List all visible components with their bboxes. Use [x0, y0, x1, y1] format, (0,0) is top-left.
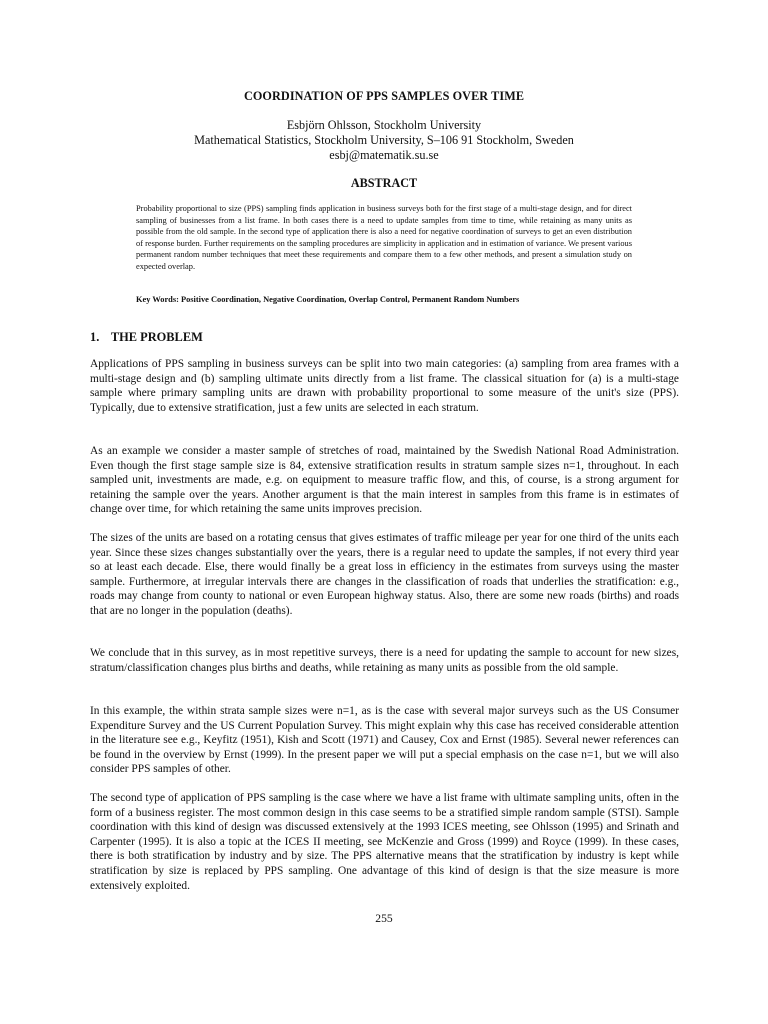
abstract-text: Probability proportional to size (PPS) sampling finds application in business surveys both for the first stage of a multi-stage design, and for direct sampling of businesses from a list frame. In both cases there is a need to update samples from time to time, while retaining as many units as possible from the old sample. In the second type of application there is also a need for negative coordination of surveys to get an even distribution of response burden. Further requirements on the sampling procedures are simplicity in application and in estimation of variance. We present various permanent random number techniques that meet these requirements and compare them to a few other methods, and present a simulation study on expected overlap. [136, 204, 632, 271]
body-paragraph: Applications of PPS sampling in business surveys can be split into two main categories: (a) sampling from area frames with a multi-stage design and (b) sampling ultimate units directly from a list frame. The classical situation for (a) is a multi-stage sample where primary sampling units are drawn with probability proportional to some measure of the unit's size (PPS). Typically, due to extensive stratification, just a few units are selected in each stratum. [90, 358, 679, 414]
section-number: 1. [90, 330, 100, 344]
section-heading [90, 330, 203, 345]
paper-title: COORDINATION OF PPS SAMPLES OVER TIME [243, 89, 525, 103]
author-name: Esbjörn Ohlsson, Stockholm University [286, 118, 482, 132]
body-paragraph: As an example we consider a master sample of stretches of road, maintained by the Swedish National Road Administration. Even though the first stage sample size is 84, extensive stratification results in stratum sample sizes n=1, throughout. In each sampled unit, investments are made, e.g. on equipment to measure traffic flow, and this, of course, is a strong argument for retaining the sample over the years. Another argument is that the main interest in samples from this frame is in estimates of change over time, for which retaining the same units improves precision. [90, 445, 679, 516]
author-email: esbj@matematik.su.se [329, 148, 439, 162]
abstract-heading: ABSTRACT [350, 176, 418, 190]
section-title: THE PROBLEM [110, 330, 203, 344]
body-paragraph: The second type of application of PPS sampling is the case where we have a list frame with ultimate sampling units, often in the form of a business register. The most common design in this case seems to be a stratified simple random sample (STSI). Sample coordination with this kind of design was discussed extensively at the 1993 ICES meeting, see Ohlsson (1995) and Srinath and Carpenter (1995). It is also a topic at the ICES II meeting, see McKenzie and Gross (1999) and Royce (1999). In these cases, there is both stratification by industry and by size. The PPS alternative means that the stratification by industry is kept while stratification by size is replaced by PPS sampling. One advantage of this kind of design is that the size measure is more extensively exploited. [90, 792, 679, 892]
page-number: 255 [375, 912, 393, 925]
body-paragraph: We conclude that in this survey, as in most repetitive surveys, there is a need for updating the sample to account for new sizes, stratum/classification changes plus births and deaths, while retaining as many units as possible from the old sample. [90, 647, 679, 674]
author-affiliation: Mathematical Statistics, Stockholm University, S–106 91 Stockholm, Sweden [194, 133, 574, 147]
body-paragraph: In this example, the within strata sample sizes were n=1, as is the case with several major surveys such as the US Consumer Expenditure Survey and the US Current Population Survey. This might explain why this case has received considerable attention in the literature see e.g., Keyfitz (1951), Kish and Scott (1971) and Causey, Cox and Ernst (1985). Several newer references can be found in the overview by Ernst (1999). In the present paper we will put a special emphasis on the case n=1, but we will also consider PPS samples of other. [90, 705, 679, 776]
body-paragraph: The sizes of the units are based on a rotating census that gives estimates of traffic mileage per year for one third of the units each year. Since these sizes changes substantially over the years, there is a regular need to update the samples, if not every third year so at least each decade. Else, there would finally be a great loss in efficiency in the estimates from surveys using the master sample. Furthermore, at irregular intervals there are changes in the classification of roads that underlies the stratification: e.g., roads may change from county to national or even European highway status. Also, there are some new roads (births) and roads that are no longer in the population (deaths). [90, 532, 679, 617]
keywords: Key Words: Positive Coordination, Negative Coordination, Overlap Control, Permanent Random Numbers [136, 295, 520, 304]
